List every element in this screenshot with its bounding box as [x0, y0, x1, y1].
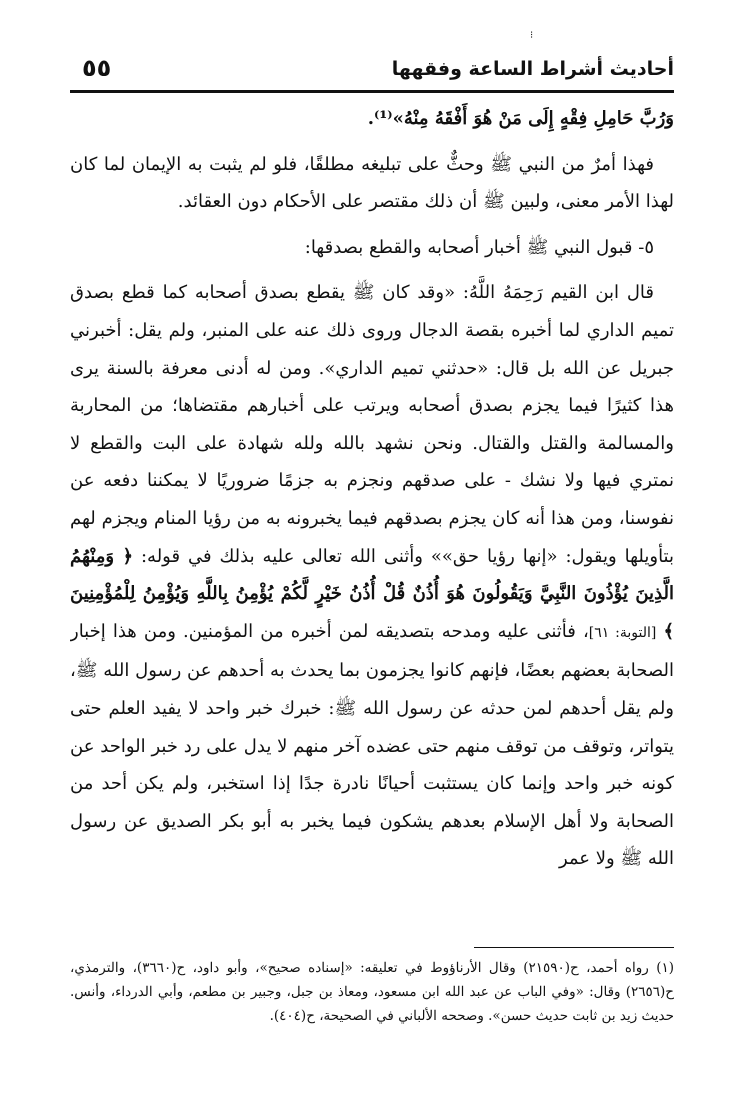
paragraph-1: فهذا أمرٌ من النبي ﷺ وحثٌّ على تبليغه مطلقًا، فلو لم يثبت به الإيمان لما كان لهذا الأمر معنى، ولبين ﷺ أن ذلك مقتصر على الأحكام دون العقائد.: [70, 153, 674, 213]
footnotes: [70, 956, 674, 1066]
page-top-mark: ⁝: [530, 30, 534, 41]
quran-verse: ﴿ وَمِنْهُمُ الَّذِينَ يُؤْذُونَ النَّبِيَّ وَيَقُولُونَ هُوَ أُذُنٌ قُلْ أُذُنُ خَيْرٍ لَّكُمْ يُؤْمِنُ بِاللَّهِ وَيُؤْمِنُ لِلْمُؤْمِنِينَ ﴾: [70, 545, 674, 642]
quran-reference: [التوبة: ٦١]: [588, 624, 657, 641]
page-number: ٥٥: [82, 54, 112, 82]
section-heading: ٥- قبول النبي ﷺ أخبار أصحابه والقطع بصدقها:: [304, 236, 654, 258]
paragraph-2: [70, 274, 674, 878]
main-text: [70, 100, 674, 920]
hadith-ending: [70, 100, 674, 138]
hadith-ending-text: وَرُبَّ حَامِلِ فِقْهٍ إِلَى مَنْ هُوَ أَفْقَهُ مِنْهُ»⁽¹⁾.: [367, 108, 674, 129]
running-header: [70, 52, 674, 92]
paragraph-2-part-b: ، فأثنى عليه ومدحه بتصديقه لمن أخبره من المؤمنين. ومن هذا إخبار الصحابة بعضهم بعضًا، فإنهم كانوا يجزمون بما يحدث به أحدهم عن رسول الله ﷺ، ولم يقل أحدهم لمن حدثه عن رسول الله ﷺ: خبرك خبر واحد لا يفيد العلم حتى يتواتر، وتوقف من توقف منهم حتى عضده آخر منهم لا يدل على رد خبر الواحد عن كونه خبر واحد وإنما كان يستثبت أحيانًا نادرة جدًا إذا استخبر، ولم يكن أحد من الصحابة ولا أهل الإسلام بعدهم يشكون فيما يخبر به أبو بكر الصديق عن رسول الله ﷺ ولا عمر: [70, 620, 674, 870]
running-header-title: أحاديث أشراط الساعة وفقهها: [391, 58, 674, 80]
paragraph-2-part-a: قال ابن القيم رَحِمَهُ اللَّهُ: «وقد كان ﷺ يقطع بصدق أصحابه كما قطع بصدق تميم الداري لما أخبره بقصة الدجال وروى ذلك عنه على المنبر، ولم يقل: أخبرني جبريل عن الله بل قال: «حدثني تميم الداري». ومن له أدنى معرفة بالسنة يرى هذا كثيرًا فيما يجزم بصدق أصحابه ويرتب على أخبارهم مقتضاها؛ من المحاربة والمسالمة والقتل والقتال. ونحن نشهد بالله ولله شهادة على البت والقطع لا نمتري فيها ولا نشك - على صدقهم ونجزم به جزمًا ضروريًا لا يمكننا دفعه عن نفوسنا، ومن هذا أنه كان يجزم بصدقهم فيما يخبرونه به من رؤيا المنام ويجزم لهم بتأويلها ويقول: «إنها رؤيا حق»» وأثنى الله تعالى عليه بذلك في قوله:: [70, 282, 674, 567]
footnote-1: (١) رواه أحمد، ح(٢١٥٩٠) وقال الأرناؤوط في تعليقه: «إسناده صحيح»، وأبو داود، ح(٣٦٦٠)، والترمذي، ح(٢٦٥٦) وقال: «وفي الباب عن عبد الله ابن مسعود، ومعاذ بن جبل، وجبير بن مطعم، وأبي الدرداء، وأنس. حديث زيد بن ثابت حديث حسن». وصححه الألباني في الصحيحة، ح(٤٠٤).: [70, 960, 674, 1024]
footnote-rule: [474, 947, 674, 948]
header-rule: [70, 90, 674, 93]
